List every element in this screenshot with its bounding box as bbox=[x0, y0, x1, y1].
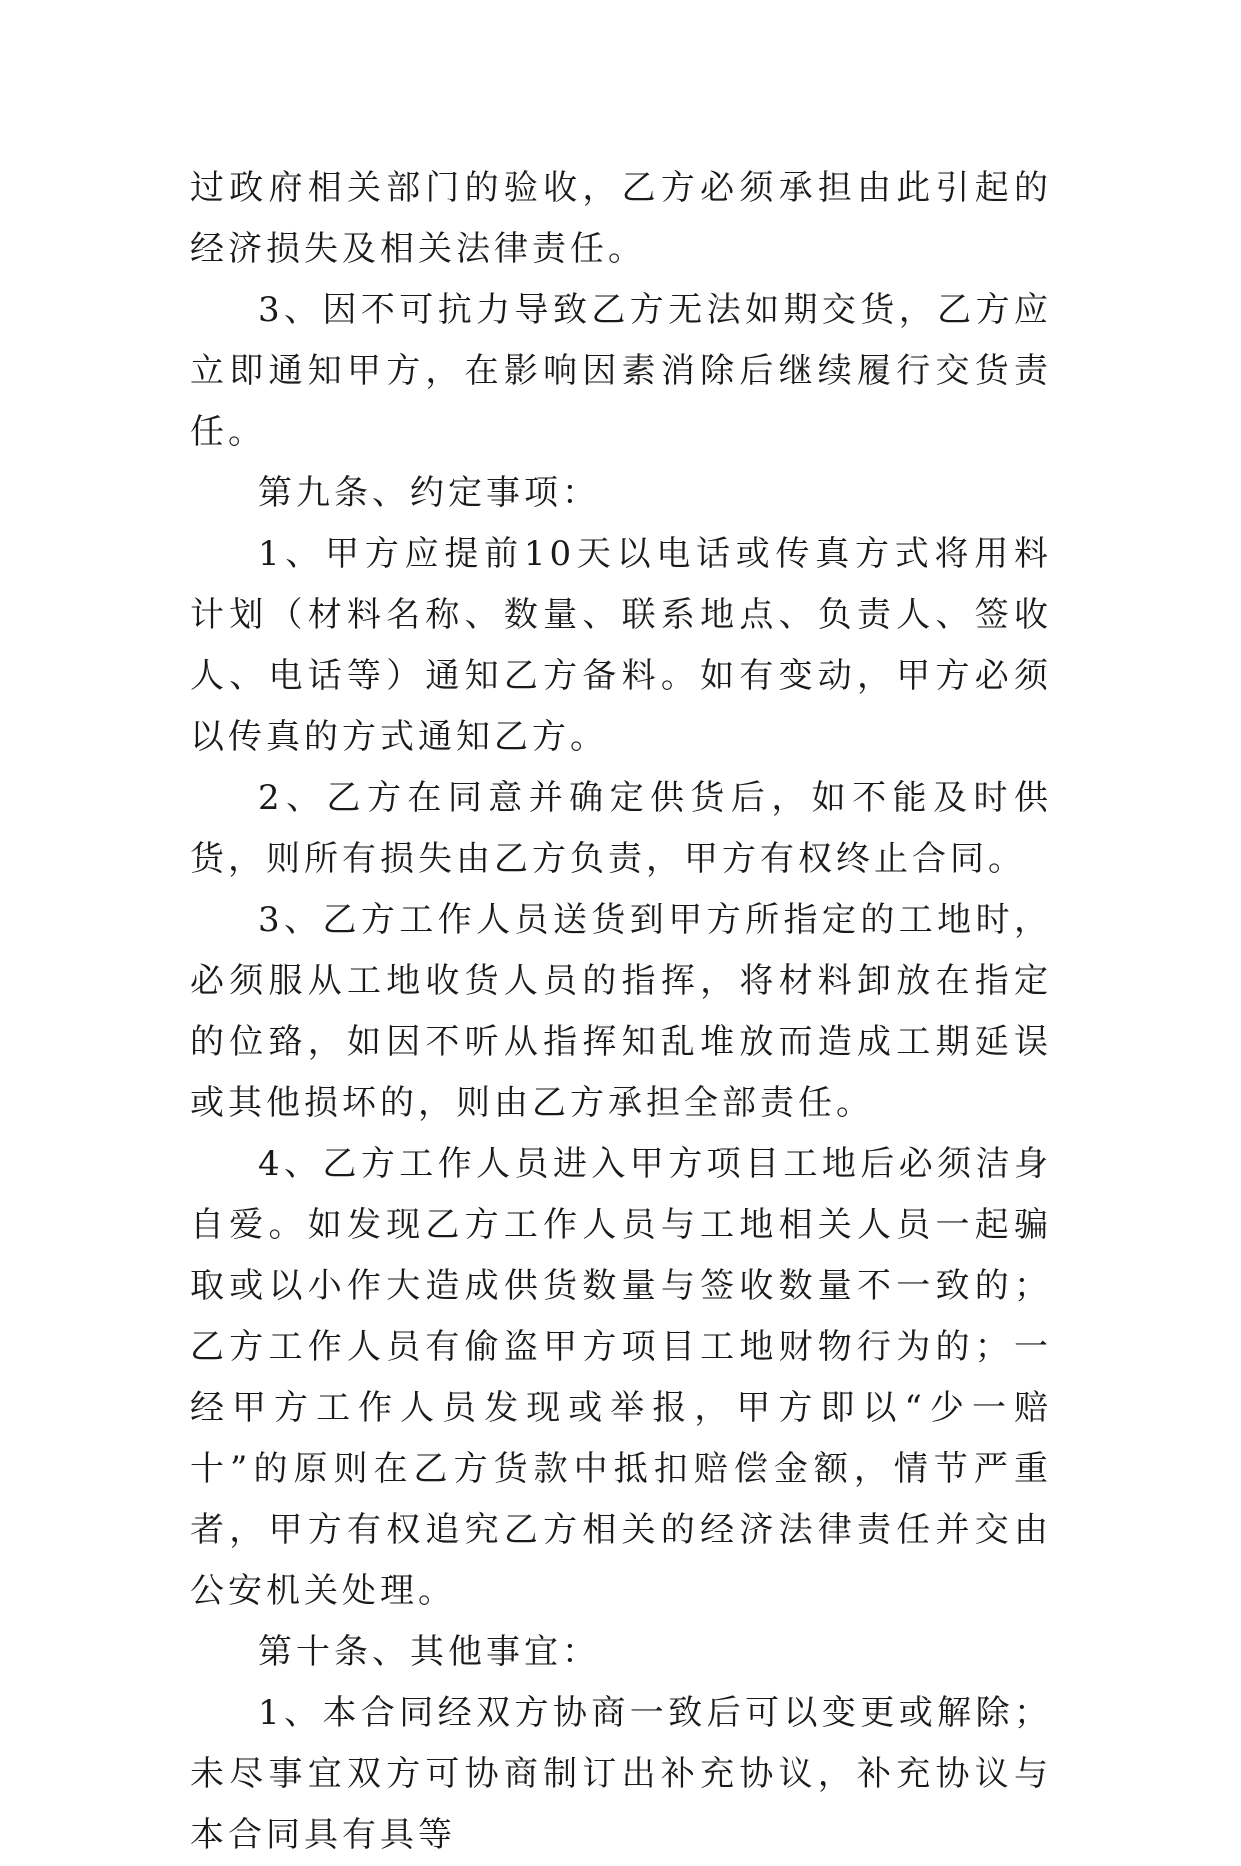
paragraph-acceptance-liability: 过政府相关部门的验收，乙方必须承担由此引起的经济损失及相关法律责任。 bbox=[190, 168, 1052, 269]
paragraph-article-10-item-1: 1、本合同经双方协商一致后可以变更或解除；未尽事宜双方可协商制订出补充协议，补充协议与本合同具有具等 bbox=[190, 1693, 1052, 1855]
section-heading-article-9: 第九条、约定事项： bbox=[258, 473, 600, 513]
section-heading-article-10: 第十条、其他事宜： bbox=[258, 1632, 600, 1672]
paragraph-article-9-item-1: 1、甲方应提前10天以电话或传真方式将用料计划（材料名称、数量、联系地点、负责人、签收人、电话等）通知乙方备料。如有变动，甲方必须以传真的方式通知乙方。 bbox=[190, 534, 1052, 757]
contract-text bbox=[190, 158, 1052, 1866]
paragraph-article-9-item-4: 4、乙方工作人员进入甲方项目工地后必须洁身自爱。如发现乙方工作人员与工地相关人员一起骗取或以小作大造成供货数量与签收数量不一致的；乙方工作人员有偷盗甲方项目工地财物行为的；一经甲方工作人员发现或举报，甲方即以“少一赔十”的原则在乙方货款中抵扣赔偿金额，情节严重者，甲方有权追究乙方相关的经济法律责任并交由公安机关处理。 bbox=[190, 1144, 1052, 1611]
paragraph-force-majeure: 3、因不可抗力导致乙方无法如期交货，乙方应立即通知甲方，在影响因素消除后继续履行交货责任。 bbox=[190, 290, 1052, 452]
paragraph-article-9-item-3: 3、乙方工作人员送货到甲方所指定的工地时，必须服从工地收货人员的指挥，将材料卸放在指定的位臵，如因不听从指挥知乱堆放而造成工期延误或其他损坏的，则由乙方承担全部责任。 bbox=[190, 900, 1052, 1123]
paragraph-article-9-item-2: 2、乙方在同意并确定供货后，如不能及时供货，则所有损失由乙方负责，甲方有权终止合同。 bbox=[190, 778, 1052, 879]
